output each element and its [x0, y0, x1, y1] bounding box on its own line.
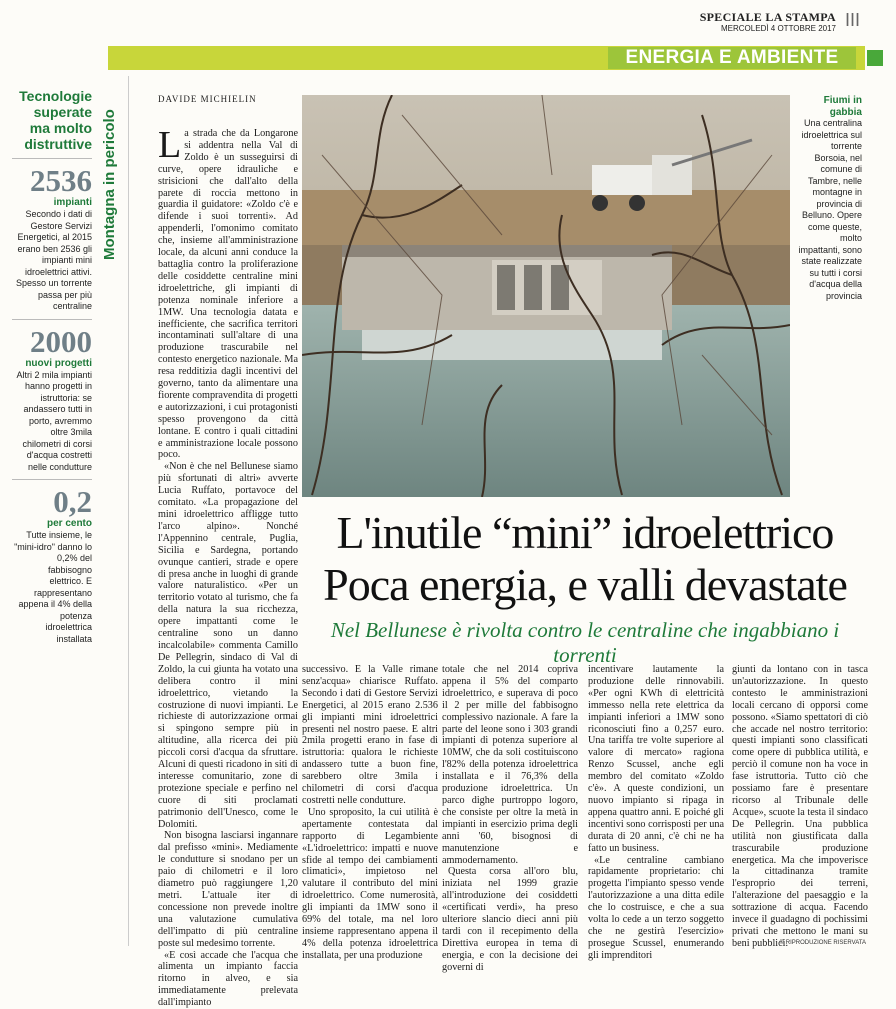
issue-date: MERCOLEDÌ 4 OTTOBRE 2017 [721, 24, 836, 33]
photo-caption [796, 95, 862, 302]
fact-label: impianti [53, 197, 92, 208]
paragraph: Uno spropositо, la cui utilità è apertamente contestata dal rapporto di Legambiente «L'idroelettrico: impatti e nuove sfide al tempo dei cambiamenti climatici», impietoso nel valutare il contributo del mini idroelettrico. Come numerosità, gli impianti da 1MW sono il 69% del totale, ma nel loro insieme rappresentano appena il 4% della potenza idroelettrica installata, per una produzione [302, 806, 438, 961]
fact-block [12, 165, 92, 313]
sidebar-divider [12, 158, 92, 159]
fact-label: per cento [46, 518, 92, 529]
masthead [0, 0, 896, 44]
sidebar-divider [12, 479, 92, 480]
paragraph: «Le centraline cambiano rapidamente proprietario: chi progetta l'impianto spesso vende l'autorizzazione a una ditta edile che lo costruisce, e che a sua volta lo cede a un terzo soggetto che ne gestirà l'esercizio» prosegue Scussel, enumerando gli imprenditori [588, 854, 724, 961]
paragraph: a strada che da Longarone si addentra nella Val di Zoldo è un susseguirsi di curve, opere idrauliche e strisicioni che dall'alto della parete di roccia mettono in guardia il guidatore: «Zoldo c'è e difende i suoi torrenti». Ad appenderli, l'omonimo comitato che, insieme all'amministrazione locale, da alcuni anni conduce la battaglia contro la proliferazione delle cosiddette centraline mini idroelettriche, gli impianti di potenza nominale inferiore a 1MW. Una tecnologia datata e inefficiente, che sacrifica territori incontaminati sull'altare di una produzione trascurabile nel contesto energetico nazionale. Ma resa redditizia dagli incentivi del governo, tanto da alimentare una fiorente compravendita di progetti e autorizzazioni, i cui protagonisti spesso provengono da città lontane. E contro i quali cittadini e amministrazione locale possono poco. [158, 128, 298, 461]
article-column-1 [158, 124, 298, 1009]
paragraph: totale che nel 2014 copriva appena il 5% del comparto idroelettrico, e superava di poco il 2 per mille del fabbisogno complessivo nazionale. A fare la parte del leone sono i 303 grandi impianti di potenza superiore al 10MW, che da soli costituiscono l'82% della potenza idroelettrica installata e il 76,3% della produzione idroelettrica. Un parco dighe purtroppo logoro, che consiste per oltre la metà in impianti in esercizio prima degli anni '60, bisognosi di manutenzione e ammodernamento. [442, 664, 578, 866]
paragraph: incentivare lautamente la produzione delle rinnovabili. «Per ogni KWh di elettricità immesso nella rete elettrica da impianti inferiori a 1MW sono riconosciuti fino a 0,257 euro. Una tariffa tre volte superiore al valore di mercato» ragiona Renzo Scussel, anche egli membro del comitato «Zoldo c'è». A queste condizioni, un nuovo impianto si ripaga in appena quattro anni. E poiché gli incentivi sono corrisposti per una durata di 20 anni, c'è chi ne ha fatto un business. [588, 664, 724, 854]
fact-text: Secondo i dati di Gestore Servizi Energetici, al 2015 erano ben 2536 gli impianti mini idroelettrici attivi. Spesso un torrente passa per più centraline [15, 209, 92, 311]
paragraph: giunti da lontano con in tasca un'autorizzazione. In questo contesto le amministrazioni locali cercano di opporsi come possono. «Siamo spettatori di ciò che accade nel nostro territorio: questi impianti sono classificati come opere di pubblica utilità, e perciò il comune non ha voce in fase istruttoria. Tutto ciò che possiamo fare è presentare ricorso al Tribunale delle Acque», scuote la testa il sindaco De Pellegrin. Una pubblica utilità non giustificata dalla trascurabile produzione energetica. Ma che impoverisce la cittadinanza tramite l'esproprio dei terreni, l'alterazione del paesaggio e la sottrazione di acqua. Facendo invece il guadagno di pochissimi privati che mettono le mani su beni pubblici. [732, 664, 868, 949]
copyright-credit: © RIPRODUZIONE RISERVATA [779, 940, 866, 946]
fact-number: 0,2 [53, 484, 92, 519]
drop-cap: L [158, 124, 182, 166]
page-marker: III [844, 10, 860, 30]
byline: DAVIDE MICHIELIN [158, 94, 257, 104]
facts-sidebar [12, 88, 92, 645]
fact-text: Tutte insieme, le "mini-idro" danno lo 0,2% del fabbisogno elettrico. E rappresentano appena il 4% della potenza idroelettrica installata [14, 530, 92, 644]
fact-label: nuovi progetti [25, 357, 92, 369]
paragraph: «E così accade che l'acqua che alimenta un impianto faccia ritorno in alveo, e sia immediatamente prelevata dall'impianto [158, 949, 298, 1009]
article-column-4 [588, 664, 724, 962]
headline-line-2: Poca energia, e valli devastate [323, 559, 847, 610]
paragraph: Non bisogna lasciarsi ingannare dal prefisso «mini». Mediamente le condutture si snodano per un paio di chilometri e il loro diametro può raggiungere 1,20 metri. L'attuale iter di concessione non prevede inoltre una valutazione cumulativa dell'impatto di più centraline poste sul medesimo torrente. [158, 830, 298, 949]
paragraph: successivo. E la Valle rimane senz'acqua» chiarisce Ruffato. Secondo i dati di Gestore Servizi Energetici, al 2015 erano 2.536 gli impianti mini idroelettrici presenti nel nostro paese. E altri 2mila progetti erano in fase di istruttoria: qualora le richieste andassero tutte a buon fine, sarebbero oltre 3mila i chilometri di corsi d'acqua costretti nelle condutture. [302, 664, 438, 806]
river-dam-photo [302, 95, 790, 497]
section-tag [101, 100, 123, 260]
fact-block [12, 486, 92, 645]
section-square-icon [867, 50, 883, 66]
fact-number: 2000 [30, 323, 92, 359]
article-photo [302, 95, 790, 497]
sidebar-divider [12, 319, 92, 320]
fact-text: Altri 2 mila impianti hanno progetti in istruttoria: se andassero tutti in porto, avremmo oltre 3mila chilometri di corsi d'acqua costretti nelle condutture [16, 369, 92, 472]
article-column-3 [442, 664, 578, 974]
sidebar-title: Tecnologie superate ma molto distruttive [19, 88, 92, 152]
article-column-5 [732, 664, 868, 950]
headline-line-1: L'inutile “mini” idroelettrico [336, 507, 834, 558]
fact-block [12, 323, 92, 474]
section-tag-text: Montagna in pericolo [101, 109, 118, 260]
paragraph: Questa corsa all'oro blu, iniziata nel 1999 grazie all'introduzione dei cosiddetti «certificati verdi», ha preso ulteriore slancio dieci anni più tardi con il recepimento della Direttiva europea in tema di energia, e con la decisione dei governi di [442, 866, 578, 973]
section-label: ENERGIA E AMBIENTE [608, 47, 856, 69]
article-column-2 [302, 664, 438, 962]
paragraph: «Non è che nel Bellunese siamo più sfortunati di altri» avverte Lucia Ruffato, portavoce del comitato. «La propagazione del mini idroelettrico affligge tutto l'arco alpino». Nonché l'Appennino centrale, Puglia, Sicilia e Sardegna, portando ovunque cantieri, strade e opere di presa anche in luoghi di grande valore naturalistico. «Per un territorio votato al turismo, che fa della natura la sua ricchezza, opere impattanti come le centraline sono un danno incalcolabile» commenta Camillo De Pellegrin, sindaco di Val di Zoldo, la cui giunta ha votato una delibera contro il mini idroelettrico, vietando la costruzione di nuovi impianti. Le richieste di autorizzazione ormai si spingono sempre più in altitudine, alla ricerca dei più piccoli corsi d'acqua da sfruttare. Alcuni di questi ricadono in siti di interesse comunitario, zone di protezione speciale e perfino nel cuore di siti proclamati patrimonio dell'Unesco, come le Dolomiti. [158, 461, 298, 830]
subheadline: Nel Bellunese è rivolta contro le centraline che ingabbiano i torrenti [330, 618, 840, 667]
caption-title: Fiumi in gabbia [823, 95, 862, 118]
fact-number: 2536 [30, 163, 92, 198]
column-rule [128, 76, 129, 946]
newspaper-title: SPECIALE LA STAMPA [699, 10, 836, 24]
caption-text: Una centralina idroelettrica sul torrente Borsoia, nel comune di Tambre, nelle montagne in provincia di Belluno. Opere come queste, molto impattanti, sono state realizzate su tutti i corsi d'acqua della provincia [798, 118, 862, 301]
